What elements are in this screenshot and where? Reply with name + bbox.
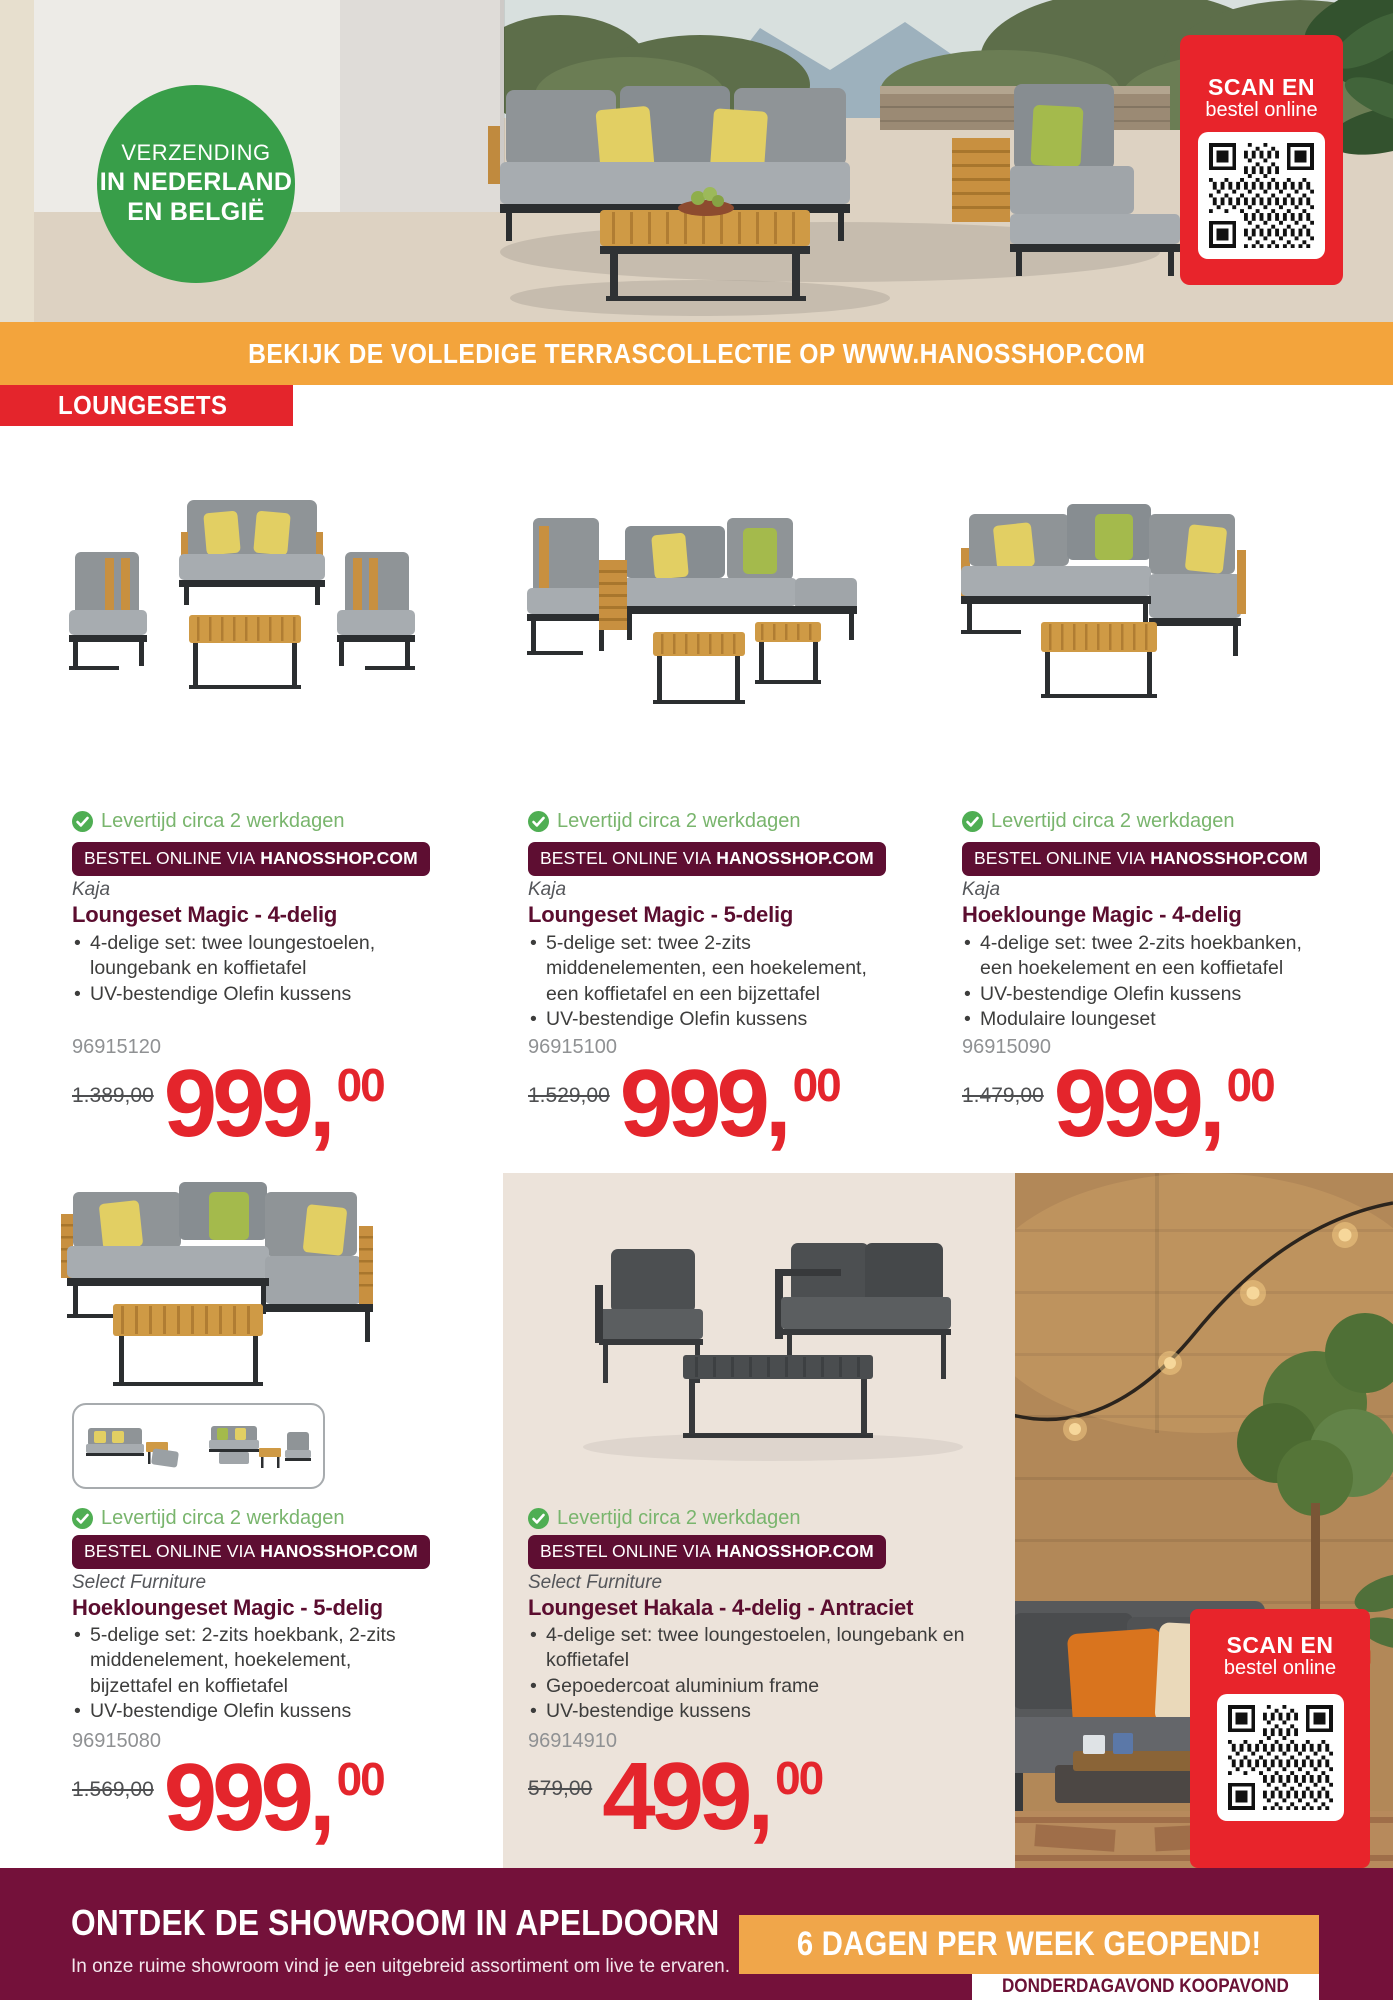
old-price: 1.479,00 bbox=[962, 1084, 1044, 1107]
product-brand: Kaja bbox=[72, 879, 111, 900]
product-sku: 96915080 bbox=[72, 1730, 161, 1752]
product-brand: Select Furniture bbox=[72, 1572, 207, 1593]
product-name: Loungeset Magic - 4-delig bbox=[72, 902, 338, 927]
check-circle-icon bbox=[962, 811, 983, 832]
product-name: Hoekloungeset Magic - 5-delig bbox=[72, 1595, 383, 1620]
order-online-badge[interactable] bbox=[72, 842, 430, 876]
order-badge-prefix: BESTEL ONLINE VIA bbox=[84, 848, 256, 868]
current-price: 999, 00 bbox=[163, 1744, 384, 1851]
configuration-thumb-1 bbox=[82, 1414, 190, 1478]
product-bullet: • UV-bestendige Olefin kussens bbox=[528, 1007, 870, 1032]
order-badge-prefix: BESTEL ONLINE VIA bbox=[540, 1541, 712, 1561]
order-badge-site: HANOSSHOP.COM bbox=[260, 1541, 418, 1561]
product-sku: 96915120 bbox=[72, 1036, 161, 1058]
qr-code[interactable] bbox=[1217, 1694, 1344, 1821]
delivery-text: Levertijd circa 2 werkdagen bbox=[557, 1507, 801, 1529]
product-card-loungeset-magic-4 bbox=[72, 470, 418, 1170]
old-price: 579,00 bbox=[528, 1777, 593, 1800]
check-circle-icon bbox=[528, 811, 549, 832]
scan-subtitle: bestel online bbox=[1223, 1657, 1337, 1680]
product-bullet: • Modulaire loungeset bbox=[962, 1007, 1304, 1032]
order-badge-site: HANOSSHOP.COM bbox=[260, 848, 418, 868]
product-bullet: • 5-delige set: 2-zits hoekbank, 2-zits middenelement, hoekelement, bijzettafel en koffietafel bbox=[72, 1623, 414, 1699]
current-price: 999, 00 bbox=[163, 1050, 384, 1157]
delivery-text: Levertijd circa 2 werkdagen bbox=[101, 1507, 345, 1529]
product-price bbox=[72, 1050, 414, 1157]
configuration-thumbnails bbox=[72, 1403, 325, 1489]
product-bullet: • 4-delige set: twee 2-zits hoekbanken, een hoekelement en een koffietafel bbox=[962, 931, 1304, 982]
hero-section bbox=[0, 0, 1393, 322]
shipping-line-2: IN NEDERLAND bbox=[99, 167, 293, 196]
delivery-info bbox=[528, 810, 870, 833]
footer-open-badge: 6 DAGEN PER WEEK GEOPEND! bbox=[739, 1915, 1319, 1974]
scan-title: SCAN EN bbox=[1207, 74, 1315, 100]
product-card-loungeset-magic-5 bbox=[528, 470, 874, 1170]
section-label-loungesets bbox=[0, 385, 293, 426]
product-price bbox=[72, 1744, 414, 1851]
product-bullet: • UV-bestendige Olefin kussens bbox=[72, 1699, 414, 1724]
configuration-thumb-2 bbox=[207, 1414, 315, 1478]
order-badge-site: HANOSSHOP.COM bbox=[1150, 848, 1308, 868]
order-online-badge[interactable] bbox=[528, 1535, 886, 1569]
shipping-line-1: VERZENDING bbox=[121, 140, 271, 166]
old-price: 1.569,00 bbox=[72, 1778, 154, 1801]
order-online-badge[interactable] bbox=[528, 842, 886, 876]
delivery-text: Levertijd circa 2 werkdagen bbox=[557, 810, 801, 832]
product-card-hoeklounge-magic-4 bbox=[962, 470, 1308, 1170]
footer-koopavond-badge: DONDERDAGAVOND KOOPAVOND bbox=[972, 1974, 1319, 2000]
delivery-text: Levertijd circa 2 werkdagen bbox=[101, 810, 345, 832]
check-circle-icon bbox=[72, 811, 93, 832]
check-circle-icon bbox=[528, 1508, 549, 1529]
scan-title: SCAN EN bbox=[1226, 1632, 1334, 1658]
check-circle-icon bbox=[72, 1508, 93, 1529]
product-name: Loungeset Hakala - 4-delig - Antraciet bbox=[528, 1595, 914, 1620]
footer bbox=[0, 1868, 1393, 2000]
product-image bbox=[47, 490, 437, 720]
footer-title: ONTDEK DE SHOWROOM IN APELDOORN bbox=[71, 1902, 720, 1943]
product-bullets bbox=[72, 1623, 414, 1724]
delivery-info bbox=[528, 1507, 998, 1530]
delivery-info bbox=[962, 810, 1304, 833]
delivery-info bbox=[72, 1507, 414, 1530]
product-image bbox=[503, 490, 893, 720]
order-badge-site: HANOSSHOP.COM bbox=[716, 848, 874, 868]
product-price bbox=[528, 1050, 870, 1157]
order-badge-site: HANOSSHOP.COM bbox=[716, 1541, 874, 1561]
footer-subtitle: In onze ruime showroom vind je een uitgebreid assortiment om live te ervaren. bbox=[71, 1956, 730, 1977]
product-name: Loungeset Magic - 5-delig bbox=[528, 902, 794, 927]
product-brand: Select Furniture bbox=[528, 1572, 663, 1593]
old-price: 1.529,00 bbox=[528, 1084, 610, 1107]
product-image bbox=[47, 1170, 407, 1398]
product-bullet: • Gepoedercoat aluminium frame bbox=[528, 1674, 990, 1699]
product-bullets bbox=[962, 931, 1304, 1032]
qr-code-icon bbox=[1205, 139, 1318, 252]
product-bullet: • UV-bestendige Olefin kussens bbox=[72, 982, 414, 1007]
product-bullets bbox=[528, 931, 870, 1032]
product-price bbox=[962, 1050, 1304, 1157]
delivery-text: Levertijd circa 2 werkdagen bbox=[991, 810, 1235, 832]
old-price: 1.389,00 bbox=[72, 1084, 154, 1107]
current-price: 499, 00 bbox=[602, 1743, 823, 1850]
current-price: 999, 00 bbox=[1053, 1050, 1274, 1157]
product-bullet: • 5-delige set: twee 2-zits middenelementen, een hoekelement, een koffietafel en een bijzettafel bbox=[528, 931, 870, 1007]
scan-subtitle: bestel online bbox=[1205, 99, 1318, 122]
website-banner[interactable] bbox=[0, 322, 1393, 385]
order-online-badge[interactable] bbox=[962, 842, 1320, 876]
product-card-loungeset-hakala bbox=[503, 1173, 1015, 1868]
product-bullet: • UV-bestendige kussens bbox=[528, 1699, 990, 1724]
product-bullet: • 4-delige set: twee loungestoelen, loungebank en koffietafel bbox=[528, 1623, 990, 1674]
product-price bbox=[528, 1743, 998, 1850]
current-price: 999, 00 bbox=[619, 1050, 840, 1157]
product-brand: Kaja bbox=[528, 879, 567, 900]
qr-code-icon bbox=[1224, 1701, 1337, 1814]
product-bullets bbox=[528, 1623, 990, 1724]
product-bullets bbox=[72, 931, 414, 1007]
scan-order-box-bottom[interactable] bbox=[1190, 1609, 1370, 1868]
delivery-info bbox=[72, 810, 414, 833]
product-bullet: • UV-bestendige Olefin kussens bbox=[962, 982, 1304, 1007]
order-badge-prefix: BESTEL ONLINE VIA bbox=[974, 848, 1146, 868]
product-sku: 96914910 bbox=[528, 1730, 617, 1752]
product-image bbox=[937, 490, 1327, 720]
section-label-text: LOUNGESETS bbox=[58, 390, 228, 420]
product-bullet: • 4-delige set: twee loungestoelen, loungebank en koffietafel bbox=[72, 931, 414, 982]
website-banner-text: BEKIJK DE VOLLEDIGE TERRASCOLLECTIE OP WWW.HANOSSHOP.COM bbox=[247, 337, 1146, 369]
product-name: Hoeklounge Magic - 4-delig bbox=[962, 902, 1242, 927]
product-sku: 96915090 bbox=[962, 1036, 1051, 1058]
product-sku: 96915100 bbox=[528, 1036, 617, 1058]
scan-order-box-top[interactable] bbox=[1180, 35, 1343, 285]
qr-code[interactable] bbox=[1198, 132, 1325, 259]
shipping-badge bbox=[97, 85, 295, 283]
product-brand: Kaja bbox=[962, 879, 1001, 900]
shipping-line-3: EN BELGIË bbox=[127, 198, 265, 227]
order-badge-prefix: BESTEL ONLINE VIA bbox=[84, 1541, 256, 1561]
order-online-badge[interactable] bbox=[72, 1535, 430, 1569]
order-badge-prefix: BESTEL ONLINE VIA bbox=[540, 848, 712, 868]
product-card-hoekloungeset-magic-5 bbox=[72, 1170, 418, 1868]
